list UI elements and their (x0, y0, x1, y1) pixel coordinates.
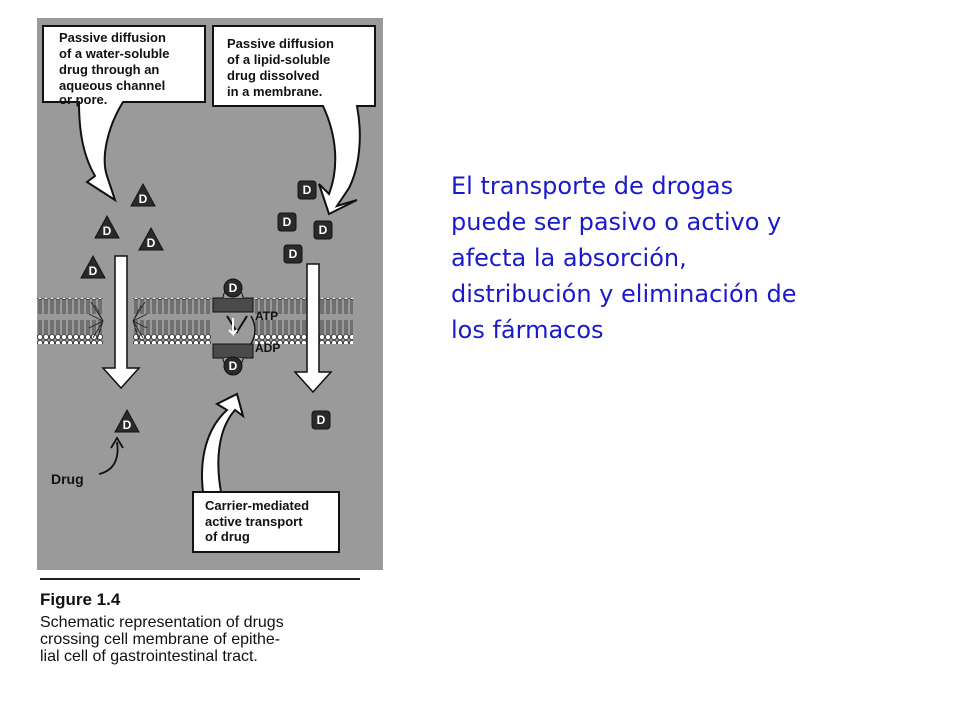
molecule-letter: D (316, 413, 326, 427)
figure-caption (40, 578, 360, 665)
callout-lipid-line-1: Passive diffusion (227, 36, 334, 51)
side-text-line-5: los fármacos (451, 316, 604, 344)
molecule-letter: D (102, 224, 112, 238)
caption-title: Figure 1.4 (40, 590, 121, 609)
side-text-line-2: puede ser pasivo o activo y (451, 208, 782, 236)
caption-text (40, 614, 360, 665)
molecule-letter: D (228, 359, 238, 373)
side-text-line-3: afecta la absorción, (451, 244, 687, 272)
atp-label: ATP (255, 309, 279, 323)
molecule-letter: D (146, 236, 156, 250)
caption-line-3: lial cell of gastrointestinal tract. (40, 648, 258, 665)
molecule-letter: D (122, 418, 132, 432)
callout-water-line-4: aqueous channel (59, 78, 166, 93)
callout-lipid-line-3: drug dissolved (227, 68, 320, 83)
molecule-letter: D (282, 215, 292, 229)
callout-water-line-1: Passive diffusion (59, 30, 166, 45)
molecule-letter: D (318, 223, 328, 237)
callout-lipid-soluble (213, 26, 375, 214)
side-text (451, 168, 921, 348)
callout-water-line-3: drug through an (59, 62, 160, 77)
callout-water-line-5: or pore. (59, 92, 108, 107)
callout-carrier-line-2: active transport (205, 514, 303, 529)
caption-line-1: Schematic representation of drugs (40, 614, 284, 631)
side-text-line-4: distribución y eliminación de (451, 280, 797, 308)
drug-pointer (51, 438, 123, 487)
transport-diagram (37, 18, 383, 570)
callout-lipid-line-2: of a lipid-soluble (227, 52, 331, 67)
callout-water-line-2: of a water-soluble (59, 46, 170, 61)
drug-label: Drug (51, 471, 84, 487)
callout-water-soluble (43, 26, 205, 200)
molecule-letter: D (138, 192, 148, 206)
callout-lipid-line-4: in a membrane. (227, 84, 323, 99)
callout-carrier-line-3: of drug (205, 529, 250, 544)
caption-line-2: crossing cell membrane of epithe- (40, 631, 281, 648)
molecule-letter: D (302, 183, 312, 197)
molecule-letter: D (88, 264, 98, 278)
side-text-line-1: El transporte de drogas (451, 172, 734, 200)
callout-carrier-line-1: Carrier-mediated (205, 498, 310, 513)
figure-panel (37, 18, 383, 570)
molecule-letter: D (288, 247, 298, 261)
molecule-letter: D (228, 281, 238, 295)
cell-membrane (37, 298, 353, 344)
adp-label: ADP (255, 341, 281, 355)
